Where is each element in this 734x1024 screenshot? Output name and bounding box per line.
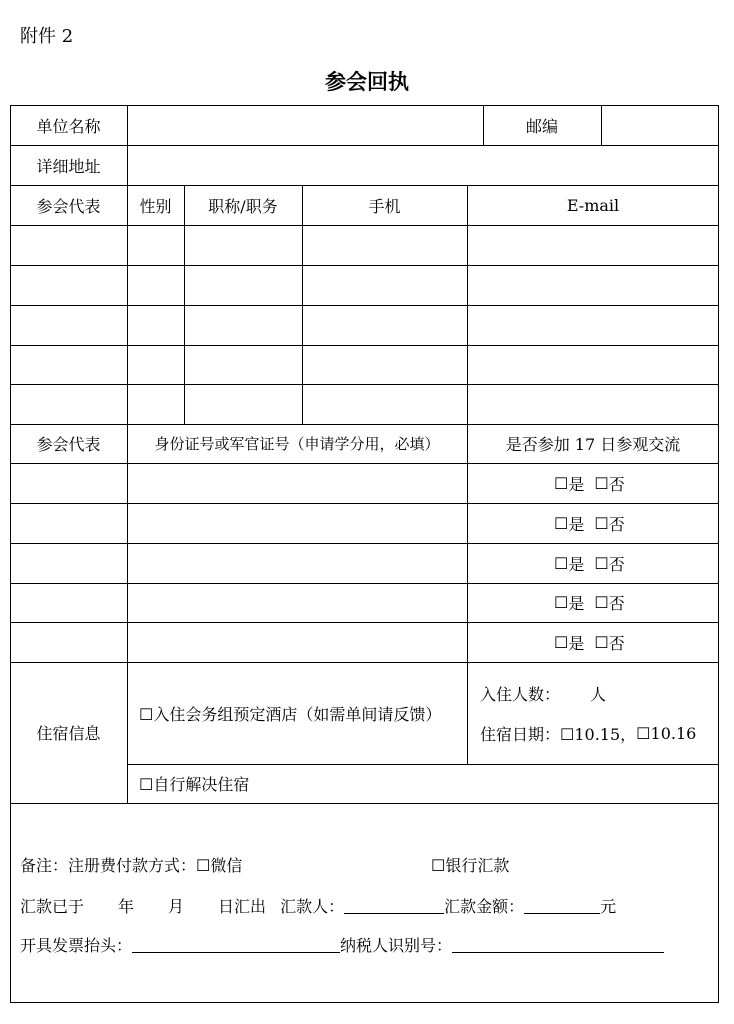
remit-prefix: 汇款已于 — [20, 896, 85, 916]
visit-choice[interactable] — [554, 583, 625, 622]
yes-label: 是 — [568, 514, 585, 534]
payment-wechat[interactable]: ☐微信 — [196, 855, 243, 875]
unit-name-field[interactable] — [127, 105, 483, 145]
postcode-label: 邮编 — [525, 116, 558, 136]
amount-label: 汇款金额： — [444, 896, 525, 916]
amount-field[interactable] — [524, 897, 600, 914]
unit-name-label: 单位名称 — [36, 116, 101, 136]
row-divider — [10, 384, 719, 385]
date-option-1015[interactable]: ☐10.15， — [560, 724, 637, 744]
no-label: 否 — [608, 514, 625, 534]
col-header-delegate: 参会代表 — [36, 196, 101, 216]
col-header-email: E-mail — [566, 195, 620, 215]
amount-unit: 元 — [600, 896, 617, 916]
col-header-visit: 是否参加 17 日参观交流 — [505, 435, 681, 454]
col-header-mobile: 手机 — [368, 196, 401, 216]
col-header-gender: 性别 — [139, 196, 172, 216]
stay-date-label: 住宿日期： — [480, 724, 561, 744]
lodging-label: 住宿信息 — [36, 724, 101, 743]
visit-choice[interactable] — [554, 463, 625, 503]
checkbox-no[interactable]: ☐ — [594, 593, 609, 612]
lodging-option-hotel[interactable]: ☐入住会务组预定酒店（如需单间请反馈） — [139, 704, 442, 724]
yes-label: 是 — [568, 594, 585, 613]
col-header-id-number: 身份证号或军官证号（申请学分用，必填） — [154, 435, 440, 453]
yes-label: 是 — [568, 474, 585, 494]
form-title: 参会回执 — [325, 70, 409, 94]
row-divider — [10, 265, 719, 266]
checkbox-no[interactable]: ☐ — [594, 632, 609, 652]
checkbox-no[interactable]: ☐ — [594, 553, 609, 573]
remit-day: 日汇出 — [218, 896, 267, 916]
checkbox-yes[interactable]: ☐ — [554, 632, 569, 652]
checkbox-yes[interactable]: ☐ — [554, 513, 569, 533]
visit-choice[interactable] — [554, 503, 625, 543]
checkbox-yes[interactable]: ☐ — [554, 593, 569, 612]
invoice-line — [20, 928, 664, 960]
col-header-title: 职称/职务 — [208, 196, 278, 216]
row-divider — [10, 225, 719, 226]
col-divider — [467, 424, 468, 764]
address-label: 详细地址 — [36, 156, 101, 176]
payment-method — [20, 848, 242, 880]
checkbox-yes[interactable]: ☐ — [554, 473, 569, 493]
row-divider — [10, 345, 719, 346]
col-header-delegate-2: 参会代表 — [36, 435, 101, 454]
row-divider — [10, 803, 719, 804]
remit-year: 年 — [118, 896, 135, 916]
taxpayer-id-label: 纳税人识别号： — [340, 935, 453, 955]
row-divider — [10, 305, 719, 306]
checkbox-no[interactable]: ☐ — [594, 513, 609, 533]
payment-bank[interactable]: ☐银行汇款 — [431, 855, 510, 875]
visit-choice[interactable] — [554, 622, 625, 662]
address-field[interactable] — [127, 145, 719, 185]
no-label: 否 — [608, 633, 625, 653]
visit-choice[interactable] — [554, 543, 625, 583]
taxpayer-id-field[interactable] — [452, 936, 664, 953]
guest-count-label: 入住人数： — [480, 684, 561, 704]
no-label: 否 — [608, 594, 625, 613]
lodging-option-self[interactable]: ☐自行解决住宿 — [139, 775, 250, 794]
invoice-title-field[interactable] — [132, 936, 340, 953]
date-option-1016[interactable]: ☐10.16 — [636, 723, 697, 743]
remit-month: 月 — [168, 896, 185, 916]
yes-label: 是 — [568, 633, 585, 653]
postcode-field[interactable] — [601, 105, 719, 145]
remittance-line — [20, 889, 616, 921]
payment-label: 备注：注册费付款方式： — [20, 855, 197, 875]
no-label: 否 — [608, 554, 625, 574]
remitter-field[interactable] — [344, 897, 444, 914]
guest-count — [480, 676, 606, 710]
invoice-title-label: 开具发票抬头： — [20, 935, 133, 955]
checkbox-yes[interactable]: ☐ — [554, 553, 569, 573]
attachment-label: 附件 2 — [20, 26, 74, 47]
checkbox-no[interactable]: ☐ — [594, 473, 609, 493]
yes-label: 是 — [568, 554, 585, 574]
remitter-label: 汇款人： — [280, 896, 345, 916]
no-label: 否 — [608, 474, 625, 494]
guest-count-unit: 人 — [590, 684, 607, 704]
stay-dates — [480, 716, 696, 750]
